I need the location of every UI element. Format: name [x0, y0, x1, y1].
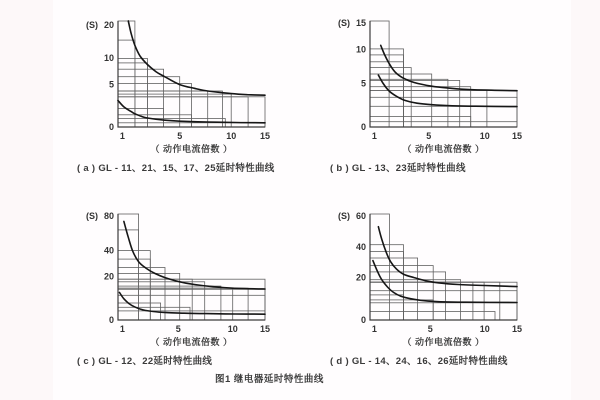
- x-tick-label: 1: [371, 324, 377, 334]
- grid-step: [370, 122, 517, 127]
- y-tick-label: 0: [360, 122, 366, 132]
- axes: [118, 214, 265, 320]
- grid-step: [370, 87, 471, 127]
- y-tick-label: 15: [355, 19, 366, 29]
- chart-b: [336, 19, 526, 155]
- y-unit-label: (S): [86, 20, 98, 31]
- upper-characteristic-curve: [378, 227, 517, 287]
- y-tick-label: 0: [108, 122, 114, 132]
- chart-a: [84, 19, 274, 155]
- grid-step: [370, 62, 404, 127]
- grid-step: [118, 282, 205, 320]
- grid-step: [370, 295, 404, 320]
- chart-d: [336, 212, 526, 348]
- x-tick-label: 10: [227, 324, 238, 334]
- x-tick-label: 15: [259, 131, 271, 141]
- y-tick-label: 10: [103, 53, 114, 64]
- x-tick-label: 15: [511, 324, 523, 334]
- y-tick-label: 20: [103, 271, 114, 282]
- chart-d-plot: [336, 212, 526, 334]
- x-tick-label: 1: [119, 324, 125, 334]
- x-tick-label: 1: [119, 131, 125, 141]
- y-unit-label: (S): [338, 19, 350, 29]
- x-tick-label: 5: [427, 324, 433, 334]
- grid-step: [118, 289, 265, 320]
- grid-step: [370, 74, 432, 127]
- chart-b-xlabel: （ 动作电流倍数 ）: [402, 144, 485, 154]
- y-tick-label: 40: [355, 241, 366, 252]
- x-tick-label: 15: [511, 131, 523, 141]
- chart-c: [84, 212, 274, 348]
- y-unit-label: (S): [86, 212, 98, 222]
- chart-d-xlabel: （ 动作电流倍数 ）: [402, 337, 485, 347]
- axes: [370, 214, 517, 320]
- chart-d-caption: ( d ) GL - 14、24、16、26延时特性曲线: [330, 356, 508, 367]
- chart-c-caption: ( c ) GL - 12、22延时特性曲线: [77, 356, 213, 367]
- chart-a-caption: ( a ) GL - 11、21、15、17、25延时特性曲线: [77, 163, 275, 174]
- y-tick-label: 0: [360, 315, 366, 325]
- x-tick-label: 1: [371, 131, 377, 141]
- y-tick-label: 20: [355, 272, 366, 283]
- grid-step: [118, 288, 233, 320]
- y-tick-label: 40: [103, 245, 114, 256]
- grid-step: [370, 97, 517, 127]
- upper-characteristic-curve: [381, 45, 517, 90]
- x-tick-label: 5: [177, 131, 183, 141]
- figure-caption: 图1 继电器延时特性曲线: [215, 374, 324, 385]
- y-tick-label: 80: [103, 212, 114, 222]
- chart-a-xlabel: （ 动作电流倍数 ）: [150, 144, 233, 154]
- x-tick-label: 5: [175, 324, 181, 334]
- grid-step: [370, 312, 495, 321]
- y-tick-label: 5: [108, 79, 114, 90]
- x-tick-label: 10: [479, 131, 490, 141]
- x-tick-label: 15: [259, 324, 271, 334]
- grid-step: [118, 109, 164, 128]
- x-tick-label: 10: [479, 324, 490, 334]
- chart-a-plot: [84, 19, 274, 141]
- grid-step: [118, 77, 180, 127]
- x-tick-label: 10: [226, 131, 237, 141]
- chart-b-caption: ( b ) GL - 13、23延时特性曲线: [330, 163, 466, 174]
- grid-step: [118, 251, 150, 320]
- upper-characteristic-curve: [128, 21, 265, 95]
- grid-step: [118, 311, 265, 320]
- y-tick-label: 10: [355, 44, 366, 55]
- y-unit-label: (S): [338, 212, 350, 222]
- y-tick-label: 20: [103, 20, 114, 31]
- chart-c-xlabel: （ 动作电流倍数 ）: [150, 337, 233, 347]
- x-tick-label: 5: [426, 131, 432, 141]
- grid-step: [118, 288, 248, 320]
- chart-b-plot: [336, 19, 526, 141]
- y-tick-label: 5: [360, 78, 366, 89]
- y-tick-label: 0: [108, 315, 114, 325]
- y-tick-label: 60: [355, 212, 366, 222]
- chart-c-plot: [84, 212, 274, 334]
